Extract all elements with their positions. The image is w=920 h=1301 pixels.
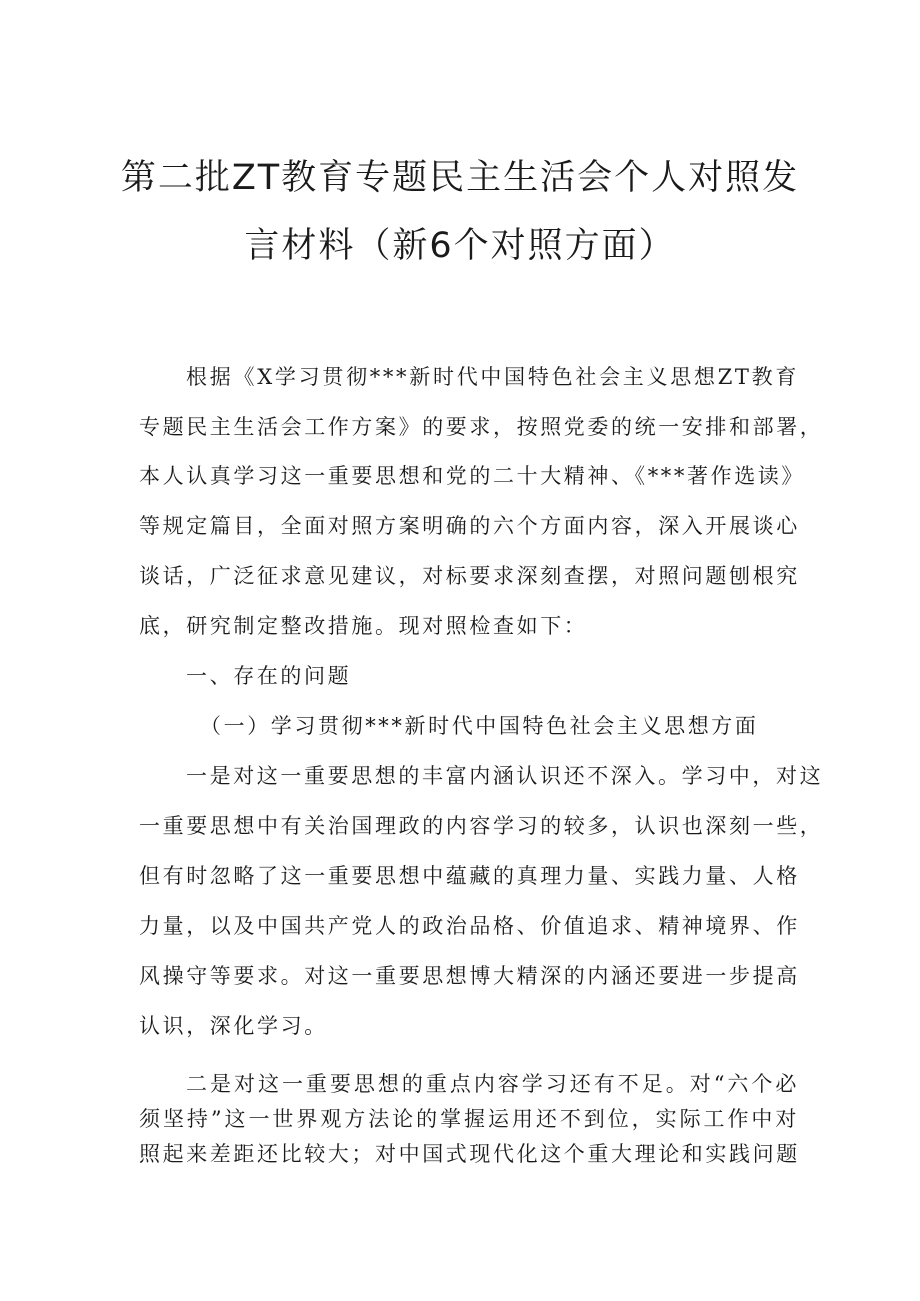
section-heading: 一、存在的问题 xyxy=(186,664,352,688)
intro-line: 等规定篇目，全面对照方案明确的六个方面内容，深入开展谈心 xyxy=(139,514,800,538)
paragraph-line: 力量，以及中国共产党人的政治品格、价值追求、精神境界、作 xyxy=(139,914,800,938)
intro-line: 本人认真学习这一重要思想和党的二十大精神、《***著作选读》 xyxy=(139,464,805,488)
paragraph-line: 二是对这一重要思想的重点内容学习还有不足。对“六个必 xyxy=(186,1072,799,1096)
paragraph-line: 认识，深化学习。 xyxy=(139,1014,328,1038)
intro-line: 专题民主生活会工作方案》的要求，按照党委的统一安排和部署， xyxy=(139,415,824,439)
paragraph-line: 风操守等要求。对这一重要思想博大精深的内涵还要进一步提高 xyxy=(139,964,800,988)
paragraph-line: 一重要思想中有关治国理政的内容学习的较多，认识也深刻一些， xyxy=(139,814,824,838)
subsection-heading: （一）学习贯彻***新时代中国特色社会主义思想方面 xyxy=(200,714,759,738)
paragraph-line: 须坚持”这一世界观方法论的掌握运用还不到位，实际工作中对 xyxy=(139,1107,799,1131)
paragraph-line: 照起来差距还比较大；对中国式现代化这个重大理论和实践问题 xyxy=(139,1142,800,1166)
intro-line: 根据《X学习贯彻***新时代中国特色社会主义思想ZT教育 xyxy=(186,365,799,389)
document-title-line-1: 第二批ZT教育专题民主生活会个人对照发 xyxy=(120,158,800,198)
intro-line: 谈话，广泛征求意见建议，对标要求深刻查摆，对照问题刨根究 xyxy=(139,564,800,588)
paragraph-line: 但有时忽略了这一重要思想中蕴藏的真理力量、实践力量、人格 xyxy=(139,864,800,888)
intro-line: 底，研究制定整改措施。现对照检查如下： xyxy=(139,614,588,638)
paragraph-line: 一是对这一重要思想的丰富内涵认识还不深入。学习中，对这 xyxy=(186,764,824,788)
document-title-line-2: 言材料（新6个对照方面） xyxy=(244,226,676,266)
